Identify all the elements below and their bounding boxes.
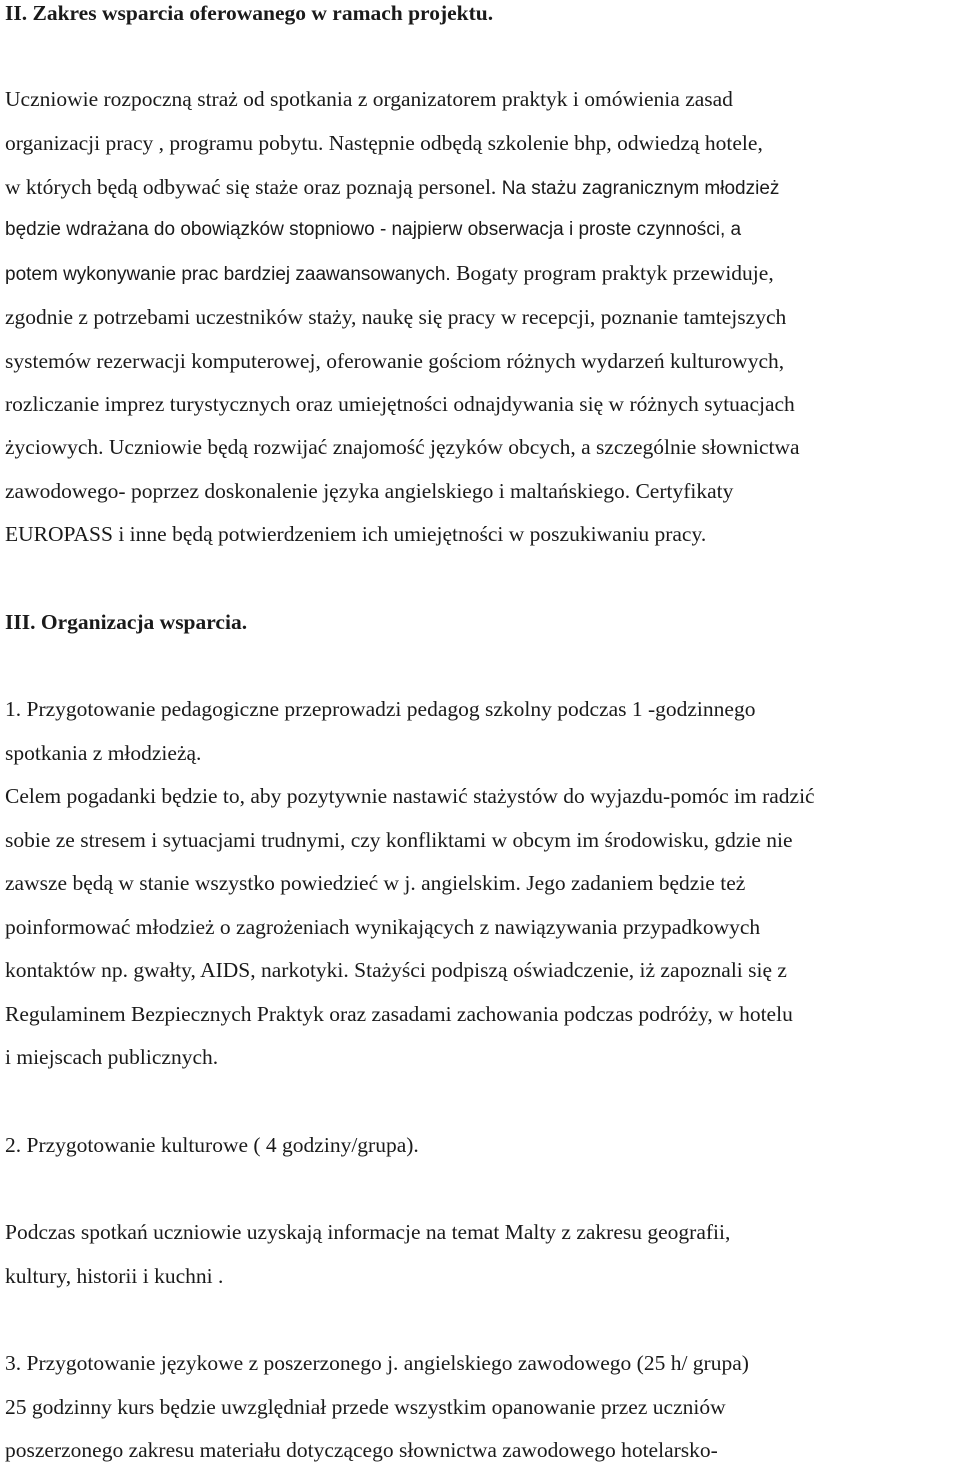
item-1-line: Regulaminem Bezpiecznych Praktyk oraz zasadami zachowania podczas podróży, w hotelu: [5, 1002, 793, 1026]
paragraph-line: Uczniowie rozpoczną straż od spotkania z organizatorem praktyk i omówienia zasad: [5, 87, 733, 111]
item-2-line: kultury, historii i kuchni .: [5, 1264, 224, 1288]
item-3-line: poszerzonego zakresu materiału dotyczącego słownictwa zawodowego hotelarsko-: [5, 1438, 718, 1462]
item-2-line: Podczas spotkań uczniowie uzyskają informacje na temat Malty z zakresu geografii,: [5, 1220, 731, 1244]
paragraph-segment: w których będą odbywać się staże oraz poznają personel.: [5, 175, 497, 199]
paragraph-line: życiowych. Uczniowie będą rozwijać znajomość języków obcych, a szczególnie słownictwa: [5, 435, 800, 459]
section-2-heading: II. Zakres wsparcia oferowanego w ramach projektu.: [5, 1, 494, 25]
item-1-line: spotkania z młodzieżą.: [5, 741, 202, 765]
paragraph-line: EUROPASS i inne będą potwierdzeniem ich umiejętności w poszukiwaniu pracy.: [5, 522, 707, 546]
paragraph-line: [5, 172, 779, 204]
item-1-line: kontaktów np. gwałty, AIDS, narkotyki. Stażyści podpiszą oświadczenie, iż zapoznali się z: [5, 958, 787, 982]
paragraph-line: będzie wdrażana do obowiązków stopniowo - najpierw obserwacja i proste czynności, a: [5, 219, 742, 240]
paragraph-segment: Bogaty program praktyk przewiduje,: [456, 261, 774, 285]
paragraph-line: organizacji pracy , programu pobytu. Następnie odbędą szkolenie bhp, odwiedzą hotele,: [5, 131, 763, 155]
item-1-line: Celem pogadanki będzie to, aby pozytywnie nastawić stażystów do wyjazdu-pomóc im radzić: [5, 784, 815, 808]
paragraph-segment-sans: potem wykonywanie prac bardziej zaawansowanych.: [5, 264, 451, 285]
paragraph-line: systemów rezerwacji komputerowej, oferowanie gościom różnych wydarzeń kulturowych,: [5, 349, 785, 373]
item-1-line: zawsze będą w stanie wszystko powiedzieć w j. angielskim. Jego zadaniem będzie też: [5, 871, 746, 895]
paragraph-line: rozliczanie imprez turystycznych oraz umiejętności odnajdywania się w różnych sytuacjach: [5, 392, 795, 416]
section-3-heading: III. Organizacja wsparcia.: [5, 610, 248, 634]
paragraph-line: [5, 258, 774, 290]
item-1-line: 1. Przygotowanie pedagogiczne przeprowadzi pedagog szkolny podczas 1 -godzinnego: [5, 697, 756, 721]
paragraph-line: zawodowego- poprzez doskonalenie języka angielskiego i maltańskiego. Certyfikaty: [5, 479, 734, 503]
item-3-heading: 3. Przygotowanie językowe z poszerzonego j. angielskiego zawodowego (25 h/ grupa): [5, 1351, 749, 1375]
paragraph-segment-sans: Na stażu zagranicznym młodzież: [501, 178, 780, 199]
item-1-line: sobie ze stresem i sytuacjami trudnymi, czy konfliktami w obcym im środowisku, gdzie nie: [5, 828, 793, 852]
item-2-heading: 2. Przygotowanie kulturowe ( 4 godziny/grupa).: [5, 1133, 419, 1157]
item-1-line: i miejscach publicznych.: [5, 1045, 219, 1069]
paragraph-line: zgodnie z potrzebami uczestników staży, naukę się pracy w recepcji, poznanie tamtejszych: [5, 305, 787, 329]
item-1-line: poinformować młodzież o zagrożeniach wynikających z nawiązywania przypadkowych: [5, 915, 761, 939]
item-3-line: 25 godzinny kurs będzie uwzględniał przede wszystkim opanowanie przez uczniów: [5, 1395, 726, 1419]
